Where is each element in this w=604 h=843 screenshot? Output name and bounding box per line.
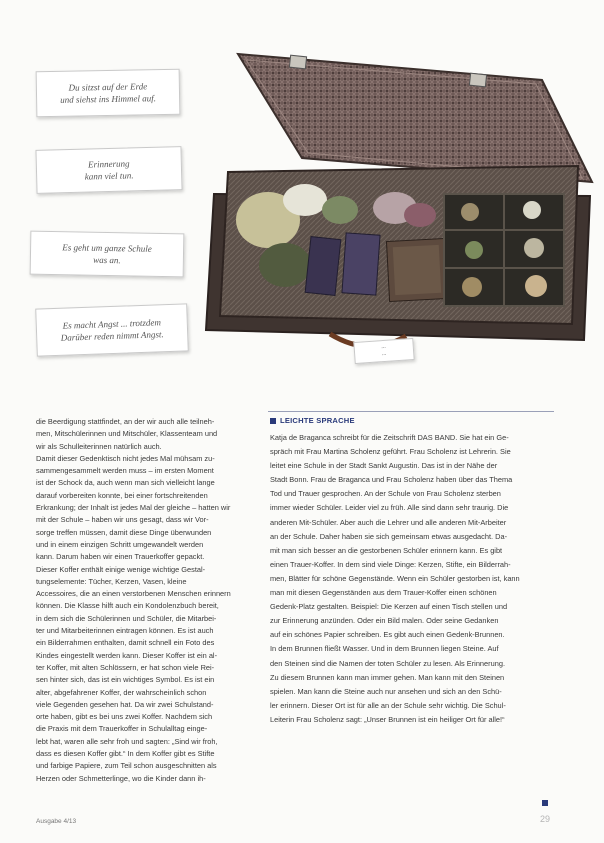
easy-language-text-line: Leiterin Frau Scholenz sagt: „Unser Brunnen ist ein heiliger Ort für alle!“ [270, 714, 505, 724]
easy-language-text-line: zur Erinnerung anzünden. Oder ein Bild malen. Oder seine Gedanken [270, 616, 499, 626]
easy-language-text-line: In dem Brunnen fließt Wasser. Und in dem Brunnen liegen Steine. Auf [270, 644, 499, 654]
body-text-line: und in einem einzigen Schritt umgewandelt werden [36, 539, 204, 549]
easy-language-text-line: den Steinen sind die Namen der toten Schüler zu lesen. Als Erinnerung. [270, 658, 506, 668]
section-divider [268, 411, 554, 412]
note-card-small-line-2: ... [381, 350, 387, 358]
easy-language-text-line: immer wieder Schüler. Leider viel zu früh. Alle sind dann sehr traurig. Die [270, 503, 509, 513]
page-number: 29 [540, 814, 551, 824]
body-text-line: Kindes eingestellt werden kann. Dieser Koffer ist ein al- [36, 650, 218, 660]
body-text-line: Dieser Koffer enthält einige wenige wichtige Gestal- [36, 564, 206, 574]
body-text-line: ein Bilderrahmen enthalten, damit schnell ein Foto des [36, 638, 215, 648]
body-text-line: mit der Schule – haben wir uns gesagt, dass wir Vor- [36, 515, 209, 525]
body-text-line: sen hinter sich, das ist ein wichtiges Symbol. Es ist ein [36, 675, 215, 685]
easy-language-text-line: auf ein schönes Papier schreiben. Es gibt auch einen Gedenk-Brunnen. [270, 630, 505, 640]
end-square-icon [542, 800, 548, 806]
note-card-3-line-1: Es geht um ganze Schule [62, 242, 152, 254]
body-text-line: tungselemente: Tücher, Kerzen, Vasen, kleine [36, 576, 187, 586]
body-text-line: sorge treffen müssen, damit diese Dinge überwunden [36, 527, 212, 537]
body-text-line: orte haben, gibt es bei uns zwei Koffer. Nachdem sich [36, 712, 213, 722]
body-text-line: können. Die Klasse hilft auch ein Kondolenzbuch bereit, [36, 601, 219, 611]
body-text-line: Herzen oder Schmetterlinge, wo die Kinder dann ih- [36, 773, 206, 783]
note-card-4-line-1: Es macht Angst ... trotzdem [62, 317, 162, 331]
easy-language-text-line: Zu diesem Brunnen kann man immer gehen. Man kann mit den Steinen [270, 672, 505, 682]
easy-language-text-line: Tod und Trauer gesprochen. An der Schule von Frau Scholenz sterben [270, 489, 501, 499]
easy-language-text-line: ler erinnern. Dieser Ort ist für alle an der Schule sehr wichtig. Die Schul- [270, 700, 506, 710]
easy-language-text-line: men, Blätter für schöne Gegenstände. Wenn ein Schüler gestorben ist, kann [270, 573, 520, 583]
body-text-line: die Beerdigung stattfindet, an der wir auch alle teilneh- [36, 417, 215, 426]
body-text-line: dass es diesen Koffer gibt.“ In dem Koffer gibt es Stifte [36, 749, 215, 759]
note-card-1 [36, 69, 181, 118]
note-card-4 [35, 303, 189, 356]
note-card-4-line-2: Darüber reden nimmt Angst. [60, 329, 164, 343]
easy-language-text-line: man mit diesen Gegenständen aus dem Trauer-Koffer einen schönen [270, 588, 497, 598]
left-column-text [36, 416, 270, 785]
body-text-line: lebt hat, waren alle sehr froh und sagten: „Sind wir froh, [36, 736, 218, 746]
body-text-line: Damit dieser Gedenktisch nicht jedes Mal mühsam zu- [36, 453, 215, 463]
section-title [270, 416, 355, 425]
body-text-line: kann. Darum haben wir einen Trauerkoffer gepackt. [36, 552, 205, 562]
body-text-line: ter Koffer, mit alten Schlössern, er hat schon viele Rei- [36, 662, 215, 672]
suitcase-illustration [180, 40, 600, 360]
note-card-2 [35, 146, 182, 194]
square-bullet-icon [270, 418, 276, 424]
note-card-small [353, 338, 414, 364]
body-text-line: Accessoires, die an einen verstorbenen Menschen erinnern [36, 589, 231, 599]
body-text-line: und farbige Papiere, zum Teil schon ausgeschnitten als [36, 761, 217, 771]
body-text-line: men, Mitschülerinnen und Mitschüler, Klassenteam und [36, 429, 218, 439]
easy-language-text-line: leitet eine Schule in der Stadt Sankt Augustin. Das ist in der Nähe der [270, 461, 498, 471]
body-text-line: Erkrankung; der Inhalt ist jedes Mal der gleiche – hatten wir [36, 503, 231, 513]
easy-language-text-line: Gedenk-Platz gestalten. Beispiel: Die Kerzen auf einen Tisch stellen und [270, 602, 508, 612]
easy-language-text-line: anderen Mit-Schüler. Aber auch die Lehrer und alle anderen Mit-Arbeiter [270, 517, 507, 527]
body-text-line: sammengesammelt werden muss – im ersten Moment [36, 466, 214, 476]
easy-language-text-line: mit man sich besser an die gestorbenen Schüler erinnern kann. Es gibt [270, 545, 503, 555]
easy-language-text-line: spräch mit Frau Martina Scholenz geführt. Frau Scholenz ist Lehrerin. Sie [270, 447, 511, 457]
body-text-line: ter und Mitarbeiterinnen eintragen können. Es ist auch [36, 626, 214, 636]
note-card-3-line-2: was an. [93, 254, 121, 266]
note-card-3 [30, 231, 185, 278]
body-text-line: alter, abgefahrener Koffer, der wahrscheinlich schon [36, 687, 207, 697]
note-card-2-line-2: kann viel tun. [84, 170, 134, 182]
easy-language-text-line: Stadt Bonn. Frau de Braganca und Frau Scholenz haben über das Thema [270, 475, 513, 485]
footer-issue: Ausgabe 4/13 [36, 818, 77, 825]
body-text-line: ist der Schock da, auch wenn man sich vielleicht lange [36, 478, 215, 488]
note-card-1-line-2: und siehst ins Himmel auf. [60, 93, 157, 105]
body-text-line: viele Gegenden gesehen hat. Da wir zwei Schulstand- [36, 699, 214, 709]
easy-language-text-line: Katja de Braganca schreibt für die Zeitschrift DAS BAND. Sie hat ein Ge- [270, 433, 509, 442]
body-text-line: in dem sich die Schülerinnen und Schüler, die Mitarbei- [36, 613, 217, 623]
note-card-2-line-1: Erinnerung [87, 158, 130, 170]
note-card-small-line-1: ... [381, 343, 387, 351]
section-title-label: LEICHTE SPRACHE [280, 416, 355, 425]
right-column-text [270, 431, 552, 727]
body-text-line: darauf vorbereiten konnte, bei einer fortschreitenden [36, 490, 208, 500]
easy-language-text-line: einen Trauer-Koffer. In dem sind viele Dinge: Kerzen, Stifte, ein Bilderrah- [270, 559, 511, 569]
easy-language-text-line: spielen. Man kann die Steine auch nur ansehen und sich an den Schü- [270, 686, 502, 696]
body-text-line: die Praxis mit dem Trauerkoffer in Schulalltag einge- [36, 724, 208, 734]
easy-language-text-line: an der Schule. Daher haben sie sich gemeinsam etwas ausgedacht. Da- [270, 531, 508, 541]
note-card-1-line-1: Du sitzst auf der Erde [68, 81, 148, 93]
body-text-line: wir als Schulleiterinnen natürlich auch. [36, 441, 162, 451]
